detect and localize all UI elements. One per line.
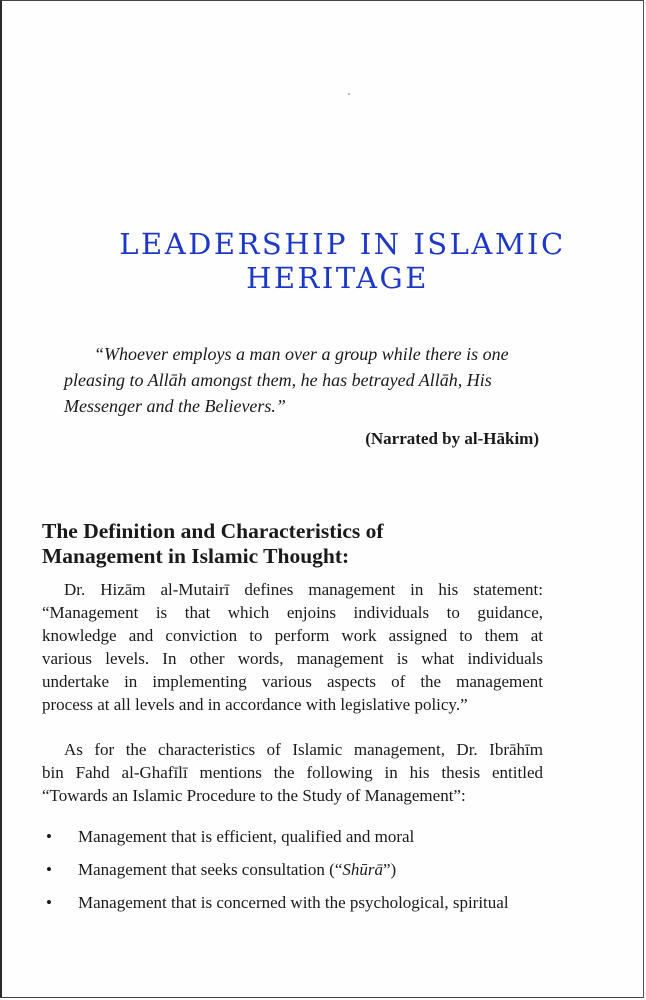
- quote-attribution: (Narrated by al-Hākim): [365, 429, 539, 448]
- paragraph-line: knowledge and conviction to perform work assigned to them at: [42, 626, 543, 645]
- list-item-emphasis: Shūrā: [342, 860, 383, 879]
- characteristics-list: [42, 825, 543, 924]
- quote-line: Messenger and the Believers.”: [64, 396, 286, 416]
- scan-speck: [348, 93, 350, 95]
- section-heading-line-2: Management in Islamic Thought:: [42, 544, 350, 568]
- characteristics-paragraph: [42, 738, 543, 807]
- paragraph-line: process at all levels and in accordance with legislative policy.”: [42, 695, 468, 714]
- paragraph-line: various levels. In other words, management is what individuals: [42, 649, 543, 668]
- quote-line: “Whoever employs a man over a group while there is one: [94, 344, 509, 364]
- list-item-text-before: Management that seeks consultation (“: [78, 860, 343, 879]
- bullet-marker: •: [46, 893, 52, 912]
- quote-line: pleasing to Allāh amongst them, he has betrayed Allāh, His: [64, 370, 492, 390]
- bullet-marker: •: [46, 827, 52, 846]
- list-item: [42, 891, 543, 914]
- chapter-title-line-1: LEADERSHIP IN ISLAMIC: [119, 227, 566, 261]
- paragraph-line: undertake in implementing various aspects of the management: [42, 672, 543, 691]
- section-heading: [42, 519, 384, 569]
- paragraph-line: Dr. Hizām al-Mutairī defines management in his statement:: [64, 580, 543, 599]
- list-item: [42, 825, 543, 848]
- epigraph-quote: [64, 341, 544, 419]
- chapter-title-line-2: HERITAGE: [246, 261, 429, 295]
- list-item-text: Management that is efficient, qualified and moral: [78, 827, 415, 846]
- paragraph-line: As for the characteristics of Islamic management, Dr. Ibrāhīm: [64, 740, 543, 759]
- list-item-text: Management that is concerned with the psychological, spiritual: [78, 893, 509, 912]
- section-heading-line-1: The Definition and Characteristics of: [42, 519, 384, 543]
- definition-paragraph: [42, 578, 543, 716]
- paragraph-line: “Towards an Islamic Procedure to the Study of Management”:: [42, 786, 466, 805]
- paragraph-line: bin Fahd al-Ghafīlī mentions the following in his thesis entitled: [42, 763, 543, 782]
- chapter-title: [2, 227, 643, 295]
- list-item: [42, 858, 543, 881]
- bullet-marker: •: [46, 860, 52, 879]
- paragraph-line: “Management is that which enjoins individuals to guidance,: [42, 603, 543, 622]
- list-item-text-after: ”): [383, 860, 397, 879]
